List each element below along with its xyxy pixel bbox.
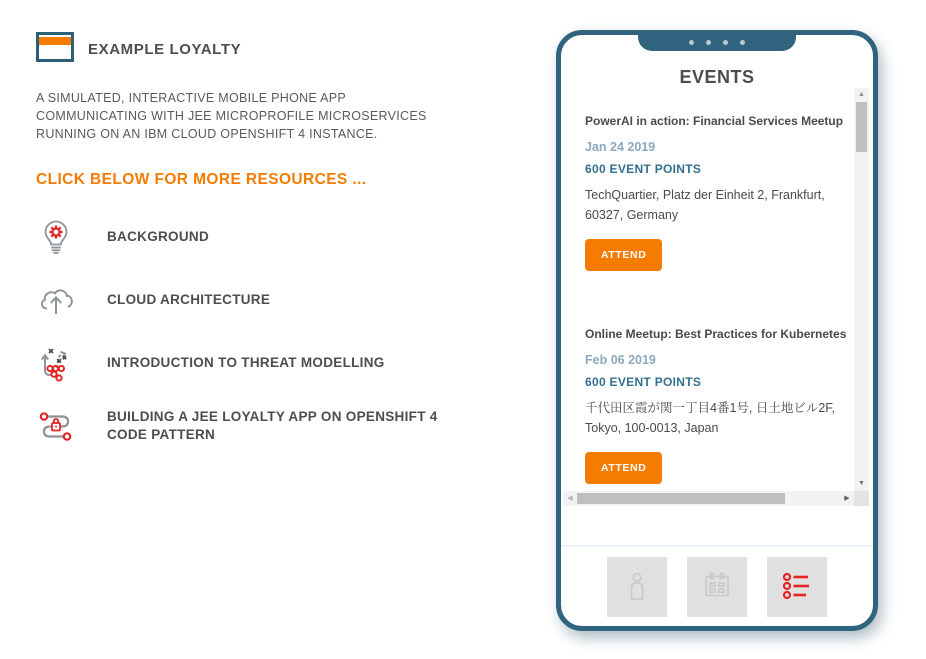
nav-profile-button[interactable] [607,557,667,617]
event-address-line1: TechQuartier, Platz der Einheit 2, Frankfurt, [585,188,825,202]
resource-list [36,217,466,446]
scroll-down-arrow-icon[interactable]: ▼ [858,480,865,487]
bottom-nav-bar [561,557,873,617]
event-address-line1: 千代田区霞が関一丁目4番1号, 日土地ビル2F, [585,401,836,415]
calendar-icon [700,569,734,606]
resources-heading: CLICK BELOW FOR MORE RESOURCES ... [36,171,367,188]
events-list-icon [779,569,815,606]
lightbulb-gear-icon [36,217,76,257]
cloud-upload-icon [36,280,76,320]
resource-link-background[interactable] [36,217,466,257]
event-card [585,327,854,484]
resource-label: CLOUD ARCHITECTURE [107,292,271,307]
resource-label: BACKGROUND [107,229,209,244]
vertical-scrollbar-thumb[interactable] [856,102,867,152]
resource-label: INTRODUCTION TO THREAT MODELLING [107,355,385,370]
event-title: Online Meetup: Best Practices for Kubernetes [585,327,847,341]
notch-dot [706,40,711,45]
attend-button[interactable]: ATTEND [585,239,662,271]
secure-path-icon [36,406,76,446]
threat-strategy-icon [36,343,76,383]
page-title: EXAMPLE LOYALTY [88,41,242,58]
phone-mockup [556,30,878,631]
events-scroll-region [563,88,869,506]
left-panel [36,32,466,446]
event-address-line2: 60327, Germany [585,208,679,222]
app-description: A SIMULATED, INTERACTIVE MOBILE PHONE APP COMMUNICATING WITH JEE MICROPROFILE MICROSERVICES RUNNING ON AN IBM CLOUD OPENSHIFT 4 INSTANCE. [36,91,427,141]
profile-person-icon [620,569,654,606]
event-date: Jan 24 2019 [585,140,656,154]
scrollbar-corner [854,491,869,506]
events-list [563,88,854,491]
resource-label: BUILDING A JEE LOYALTY APP ON OPENSHIFT 4 CODE PATTERN [107,409,438,442]
event-card [585,114,854,271]
resource-link-cloud-architecture[interactable] [36,280,466,320]
event-address [585,398,854,438]
nav-divider [561,545,873,547]
nav-calendar-button[interactable] [687,557,747,617]
loyalty-card-icon [36,32,74,67]
resource-link-code-pattern[interactable] [36,406,466,446]
event-title: PowerAI in action: Financial Services Meetup [585,114,844,128]
resource-link-threat-modelling[interactable] [36,343,466,383]
scroll-left-arrow-icon[interactable]: ◀ [567,495,573,502]
vertical-scrollbar[interactable] [854,88,869,491]
phone-notch [638,34,796,51]
event-date: Feb 06 2019 [585,353,656,367]
attend-button[interactable]: ATTEND [585,452,662,484]
event-points: 600 EVENT POINTS [585,375,702,389]
horizontal-scrollbar-thumb[interactable] [577,493,785,504]
event-points: 600 EVENT POINTS [585,162,702,176]
scroll-up-arrow-icon[interactable]: ▲ [858,91,865,98]
notch-dot [689,40,694,45]
event-address-line2: Tokyo, 100-0013, Japan [585,421,719,435]
notch-dot [723,40,728,45]
nav-events-button[interactable] [767,557,827,617]
horizontal-scrollbar[interactable] [563,491,854,506]
scroll-right-arrow-icon[interactable]: ▶ [844,495,850,502]
notch-dot [740,40,745,45]
screen-title: EVENTS [679,67,755,87]
event-address [585,185,854,225]
app-header [36,32,466,67]
